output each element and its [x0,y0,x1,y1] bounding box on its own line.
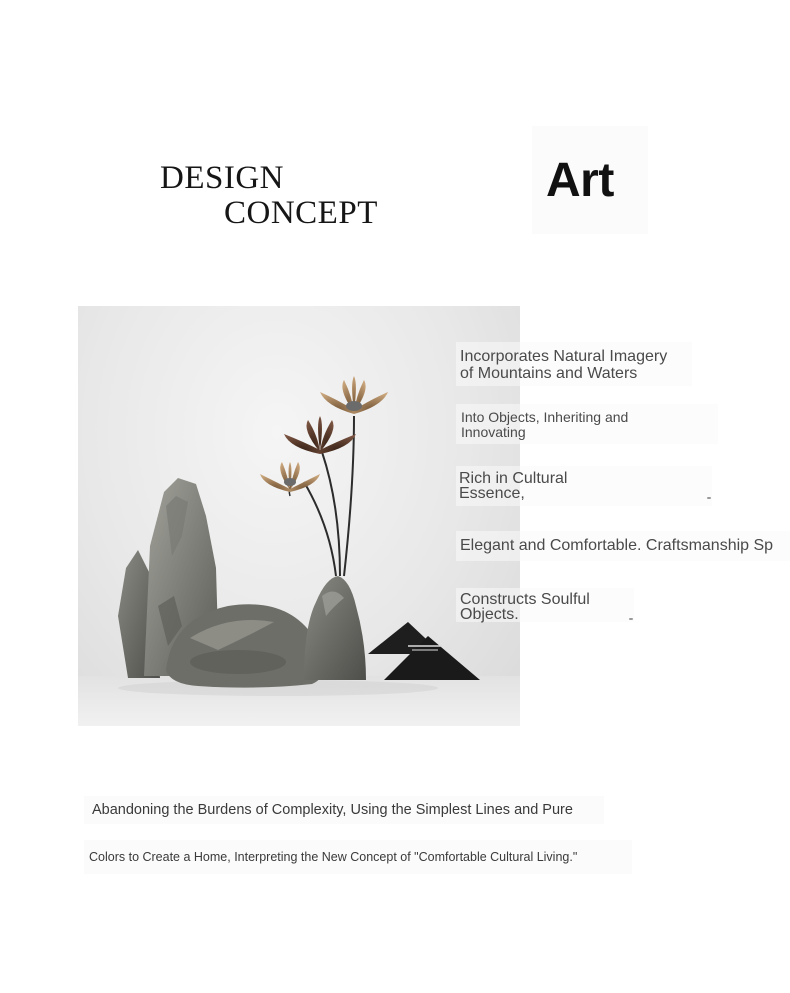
feature-item-1-line2: of Mountains and Waters [460,365,638,382]
description-line-2: Colors to Create a Home, Interpreting the New Concept of "Comfortable Cultural Living." [89,850,578,864]
design-title-line1: DESIGN [160,160,284,196]
feature-item-2 [461,410,628,440]
feature-item-5-line2: Objects. [460,606,519,623]
product-photo [78,306,520,726]
feature-item-2-line1: Into Objects, Inheriting and [461,409,629,425]
feature-item-5 [460,592,590,622]
feature-item-5-line1: Constructs Soulful [460,591,590,608]
design-title-line2: CONCEPT [224,195,378,231]
feature-item-3 [459,471,567,501]
description-line-1: Abandoning the Burdens of Complexity, Using the Simplest Lines and Pure [92,802,573,818]
art-tag: Art [546,154,614,207]
feature-item-3-line1: Rich in Cultural [459,470,568,487]
feature-item-2-line2: Innovating [461,424,526,440]
mountain-lotus-ornament-illustration [78,306,520,726]
feature-item-1-line1: Incorporates Natural Imagery [460,348,668,365]
feature-item-1 [460,348,667,382]
dot-mark [707,497,711,499]
feature-item-3-line2: Essence, [459,485,525,502]
feature-item-4: Elegant and Comfortable. Craftsmanship Sp [460,537,774,554]
dot-mark [629,618,633,620]
